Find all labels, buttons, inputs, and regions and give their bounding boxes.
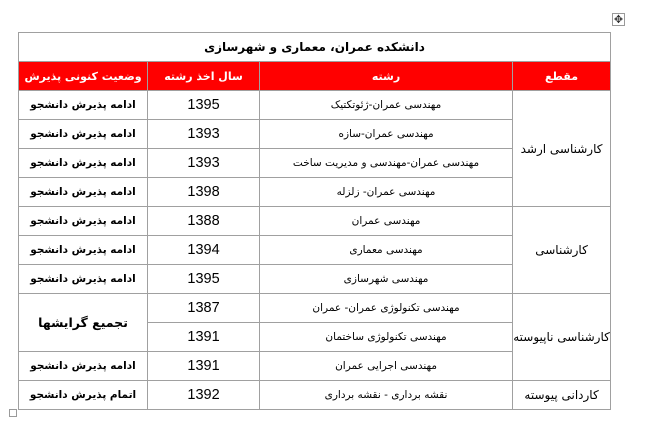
year-cell: 1393 bbox=[148, 149, 260, 178]
field-cell: مهندسی اجرایی عمران bbox=[260, 352, 513, 381]
field-cell: مهندسی عمران-مهندسی و مدیریت ساخت bbox=[260, 149, 513, 178]
merged-status-cell: تجمیع گرایشها bbox=[19, 294, 148, 352]
table-row bbox=[19, 294, 611, 323]
table-move-handle-icon[interactable]: ✥ bbox=[613, 13, 624, 26]
year-cell: 1395 bbox=[148, 265, 260, 294]
year-cell: 1398 bbox=[148, 178, 260, 207]
status-cell: ادامه پذیرش دانشجو bbox=[19, 91, 148, 120]
field-cell: مهندسی شهرسازی bbox=[260, 265, 513, 294]
status-cell: اتمام پذیرش دانشجو bbox=[19, 381, 148, 410]
table-row bbox=[19, 381, 611, 410]
year-cell: 1391 bbox=[148, 323, 260, 352]
header-year: سال اخذ رشته bbox=[148, 62, 260, 91]
status-cell: ادامه پذیرش دانشجو bbox=[19, 265, 148, 294]
status-cell: ادامه پذیرش دانشجو bbox=[19, 178, 148, 207]
status-cell: ادامه پذیرش دانشجو bbox=[19, 120, 148, 149]
field-cell: مهندسی عمران-سازه bbox=[260, 120, 513, 149]
year-cell: 1395 bbox=[148, 91, 260, 120]
level-cell: کارشناسی ناپیوسته bbox=[513, 294, 611, 381]
field-cell: مهندسی معماری bbox=[260, 236, 513, 265]
year-cell: 1391 bbox=[148, 352, 260, 381]
field-cell: نقشه برداری - نقشه برداری bbox=[260, 381, 513, 410]
year-cell: 1387 bbox=[148, 294, 260, 323]
year-cell: 1394 bbox=[148, 236, 260, 265]
level-cell: کارشناسی bbox=[513, 207, 611, 294]
header-level: مقطع bbox=[513, 62, 611, 91]
status-cell: ادامه پذیرش دانشجو bbox=[19, 236, 148, 265]
faculty-programs-table bbox=[18, 32, 611, 410]
field-cell: مهندسی عمران- زلزله bbox=[260, 178, 513, 207]
table-resize-handle-icon[interactable] bbox=[9, 409, 17, 417]
field-cell: مهندسی تکنولوژی عمران- عمران bbox=[260, 294, 513, 323]
table-row bbox=[19, 91, 611, 120]
header-field: رشته bbox=[260, 62, 513, 91]
level-cell: کاردانی پیوسته bbox=[513, 381, 611, 410]
year-cell: 1393 bbox=[148, 120, 260, 149]
table-title: دانشکده عمران، معماری و شهرسازی bbox=[19, 33, 611, 62]
status-cell: ادامه پذیرش دانشجو bbox=[19, 352, 148, 381]
field-cell: مهندسی عمران bbox=[260, 207, 513, 236]
status-cell: ادامه پذیرش دانشجو bbox=[19, 207, 148, 236]
status-cell: ادامه پذیرش دانشجو bbox=[19, 149, 148, 178]
field-cell: مهندسی عمران-ژئوتکتیک bbox=[260, 91, 513, 120]
field-cell: مهندسی تکنولوژی ساختمان bbox=[260, 323, 513, 352]
year-cell: 1388 bbox=[148, 207, 260, 236]
table-row bbox=[19, 207, 611, 236]
header-status: وضعیت کنونی پذیرش bbox=[19, 62, 148, 91]
year-cell: 1392 bbox=[148, 381, 260, 410]
level-cell: کارشناسی ارشد bbox=[513, 91, 611, 207]
